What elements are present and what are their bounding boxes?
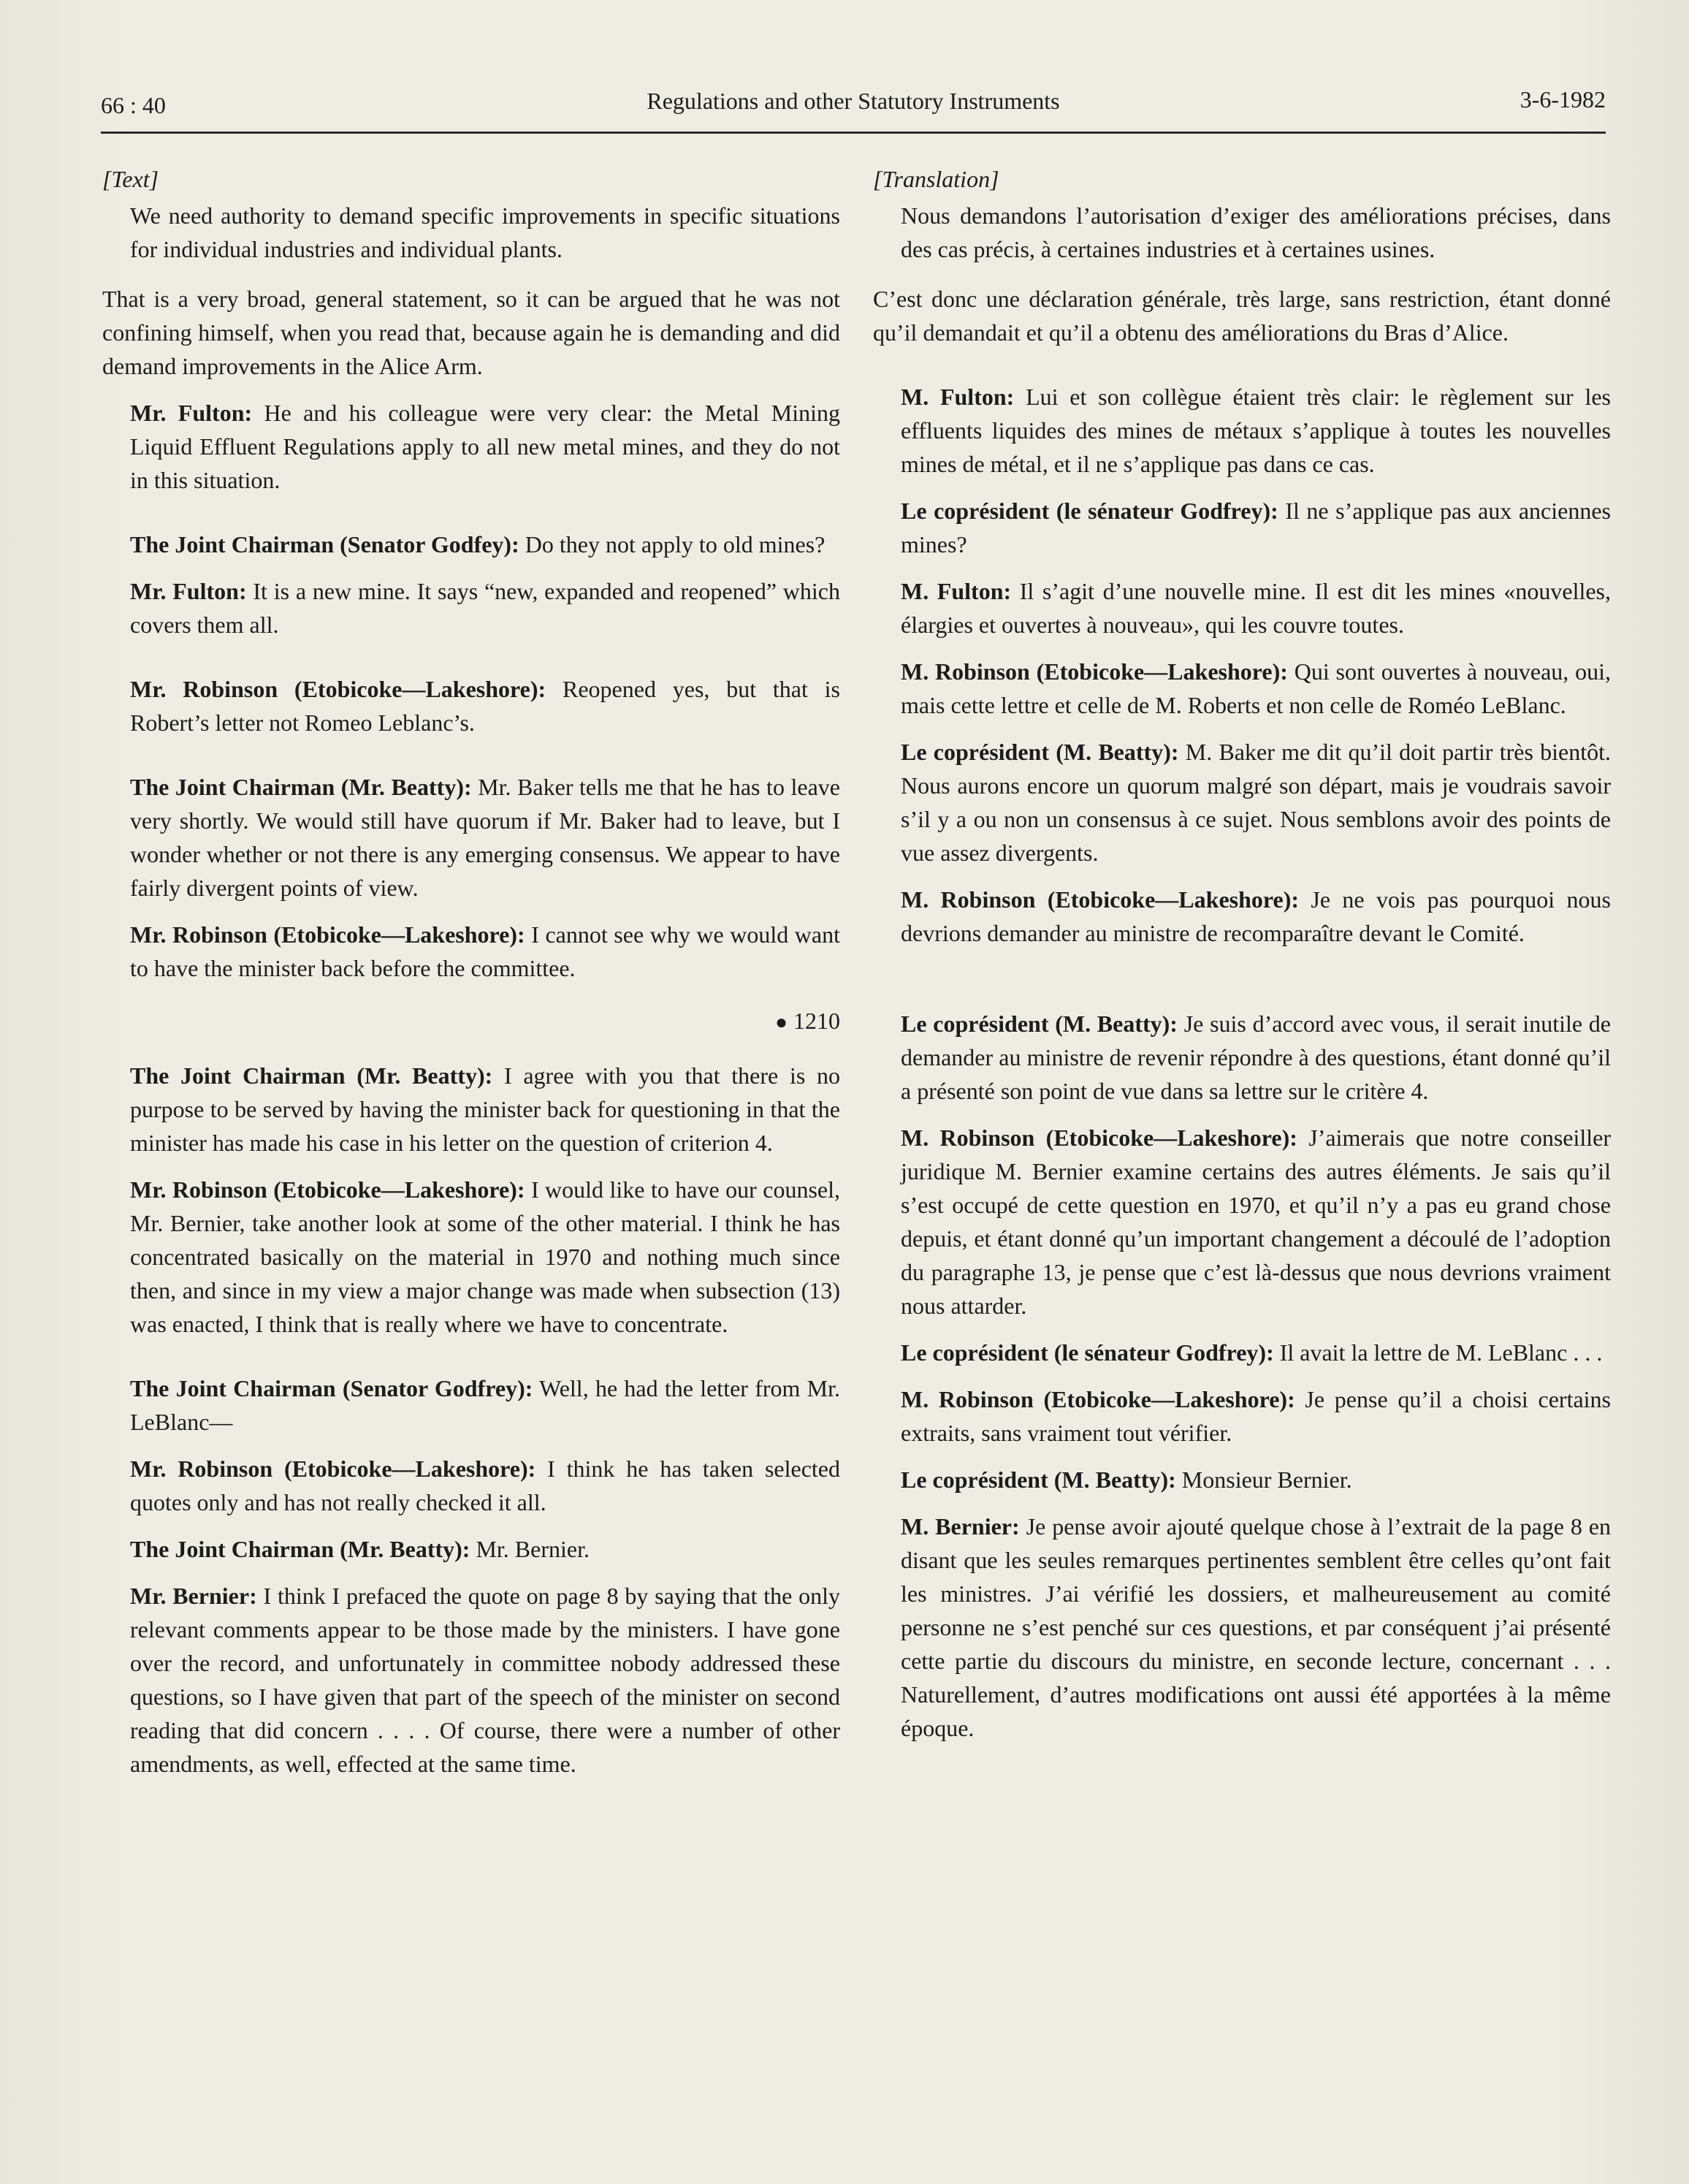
translation-label: [Translation] [873, 166, 999, 192]
speech-block [102, 770, 840, 905]
speaker-name: M. Robinson (Etobicoke—Lakeshore): [901, 1386, 1295, 1412]
speaker-name: Mr. Fulton: [130, 578, 247, 604]
speech-block [102, 1579, 840, 1781]
speech-text: Je pense avoir ajouté quelque chose à l’extrait de la page 8 en disant que les seules remarques pertinentes semblent être celles qu’ont fait les ministres. J’ai vérifié les dossiers, et malheureusement au comité personne ne s’est penché sur ces questions, et par conséquent j’ai présenté cette partie du discours du ministre, en seconde lecture, concernant . . . Naturellement, d’autres modifications ont aussi été apportées à la même époque. [901, 1513, 1612, 1741]
speaker-name: M. Robinson (Etobicoke—Lakeshore): [901, 886, 1300, 913]
speech-block [102, 672, 840, 739]
speech-block [102, 1452, 840, 1519]
speech-text: Reopened yes, but that is Robert’s letter not Romeo Leblanc’s. [130, 676, 840, 736]
speaker-name: The Joint Chairman (Mr. Beatty): [130, 774, 472, 800]
time-marker-value: 1210 [793, 1008, 840, 1034]
speech-block [102, 574, 840, 642]
speech-block [102, 528, 840, 561]
speech-text: I think I prefaced the quote on page 8 by saying that the only relevant comments appear to be those made by the ministers. I have gone over the record, and unfortunately in committee nobody addressed these questions, so I have given that part of the speech of the minister on second reading that did concern . . . . Of course, there were a number of other amendments, as well, effected at the same time. [130, 1583, 841, 1777]
speaker-name: The Joint Chairman (Mr. Beatty): [130, 1536, 470, 1562]
speech-text: I cannot see why we would want to have the minister back before the committee. [130, 921, 841, 981]
speech-text: Mr. Bernier. [470, 1536, 590, 1562]
english-column [102, 162, 840, 1794]
text-label-word: Text [111, 166, 150, 192]
speech-text: I agree with you that there is no purpose to be served by having the minister back for questioning in that the minister has made his case in his letter on the question of criterion 4. [130, 1062, 841, 1156]
speech-text: Je suis d’accord avec vous, il serait inutile de demander au ministre de revenir répondre à des questions, étant donné qu’il a présenté son point de vue dans sa lettre sur le critère 4. [901, 1011, 1612, 1104]
text-label: [Text] [102, 166, 159, 192]
speech-text: Qui sont ouvertes à nouveau, oui, mais cette lettre et celle de M. Roberts et non celle de Roméo LeBlanc. [901, 658, 1612, 718]
speech-text: Je ne vois pas pourquoi nous devrions demander au ministre de recomparaître devant le Comité. [901, 886, 1611, 946]
time-marker [102, 1004, 840, 1040]
paragraph: That is a very broad, general statement, so it can be argued that he was not confining himself, when you read that, because again he is demanding and did demand improvements in the Alice Arm. [102, 286, 840, 379]
speaker-name: Le coprésident (M. Beatty): [901, 1011, 1178, 1037]
speech-text: It is a new mine. It says “new, expanded and reopened” which covers them all. [130, 578, 841, 638]
speaker-name: M. Fulton: [901, 578, 1012, 604]
speech-block [873, 1007, 1611, 1108]
speech-text: Lui et son collègue étaient très clair: le règlement sur les effluents liquides des mines de métaux s’applique à toutes les nouvelles mines de métal, et il ne s’applique pas dans ce cas. [901, 384, 1612, 477]
speaker-name: M. Robinson (Etobicoke—Lakeshore): [901, 1125, 1297, 1151]
speaker-name: Le coprésident (M. Beatty): [901, 739, 1179, 765]
speaker-name: M. Bernier: [901, 1513, 1020, 1540]
speaker-name: Mr. Fulton: [130, 400, 253, 426]
publication-title: Regulations and other Statutory Instruments [647, 88, 1060, 114]
speaker-name: Le coprésident (M. Beatty): [901, 1466, 1176, 1493]
speaker-name: Mr. Bernier: [130, 1583, 257, 1609]
speaker-name: The Joint Chairman (Senator Godfey): [130, 531, 519, 558]
speech-text: Well, he had the letter from Mr. LeBlanc— [130, 1375, 841, 1435]
speech-block [102, 396, 840, 497]
speech-block [873, 1121, 1611, 1323]
speech-block [102, 918, 840, 985]
speech-block [873, 494, 1611, 561]
paragraph: C’est donc une déclaration générale, très large, sans restriction, étant donné qu’il demandait et qu’il a obtenu des améliorations du Bras d’Alice. [873, 286, 1611, 346]
speech-block [873, 380, 1611, 481]
speech-text: Je pense qu’il a choisi certains extraits, sans vraiment tout vérifier. [901, 1386, 1612, 1446]
speaker-name: M. Fulton: [901, 384, 1015, 410]
quoted-statement: We need authority to demand specific improvements in specific situations for individual industries and individual plants. [130, 202, 840, 262]
speech-text: M. Baker me dit qu’il doit partir très bientôt. Nous aurons encore un quorum malgré son départ, mais je voudrais savoir s’il y a ou non un consensus à ce sujet. Nous semblons avoir des points de vue assez divergents. [901, 739, 1612, 866]
speaker-name: Mr. Robinson (Etobicoke—Lakeshore): [130, 1176, 525, 1203]
speech-text: Il avait la lettre de M. LeBlanc . . . [1273, 1339, 1603, 1366]
speech-block [873, 1382, 1611, 1450]
speech-text: Do they not apply to old mines? [519, 531, 826, 558]
french-column [873, 162, 1611, 1758]
speaker-name: The Joint Chairman (Mr. Beatty): [130, 1062, 493, 1089]
translation-label-word: Translation [882, 166, 991, 192]
page-reference: 66 : 40 [101, 92, 166, 118]
speech-text: I think he has taken selected quotes only and has not really checked it all. [130, 1456, 841, 1515]
speech-block [102, 1532, 840, 1566]
speaker-name: M. Robinson (Etobicoke—Lakeshore): [901, 658, 1288, 685]
speech-text: Il s’agit d’une nouvelle mine. Il est dit les mines «nouvelles, élargies et ouvertes à nouveau», qui les couvre toutes. [901, 578, 1612, 638]
speech-text: He and his colleague were very clear: the Metal Mining Liquid Effluent Regulations apply to all new metal mines, and they do not in this situation. [130, 400, 841, 493]
speech-block [873, 1463, 1611, 1496]
speech-block [873, 1510, 1611, 1745]
running-header [101, 86, 1606, 134]
speech-block [873, 655, 1611, 722]
speech-block [102, 1173, 840, 1341]
header-date: 3-6-1982 [1520, 86, 1606, 113]
speech-block [102, 1059, 840, 1160]
speech-block [873, 574, 1611, 642]
speech-text: Mr. Baker tells me that he has to leave very shortly. We would still have quorum if Mr. Baker had to leave, but I wonder whether or not there is any emerging consensus. We appear to have fairly divergent points of view. [130, 774, 841, 901]
quoted-statement: Nous demandons l’autorisation d’exiger des améliorations précises, dans des cas précis, à certaines industries et à certaines usines. [901, 202, 1611, 262]
speech-text: Il ne s’applique pas aux anciennes mines? [901, 498, 1612, 558]
speech-text: J’aimerais que notre conseiller juridique M. Bernier examine certains des autres éléments. Je sais qu’il s’est occupé de cette question en 1970, et qu’il n’y a pas eu grand chose depuis, et étant donné qu’un important changement a découlé de l’adoption du paragraphe 13, je pense que c’est là-dessus que nous devrions vraiment nous attarder. [901, 1125, 1611, 1319]
speech-text: I would like to have our counsel, Mr. Bernier, take another look at some of the other material. I think he has concentrated basically on the material in 1970 and nothing much since then, and since in my view a major change was made when subsection (13) was enacted, I think that is really where we have to concentrate. [130, 1176, 841, 1337]
speaker-name: Mr. Robinson (Etobicoke—Lakeshore): [130, 921, 525, 948]
speech-text: Monsieur Bernier. [1175, 1466, 1352, 1493]
speaker-name: Mr. Robinson (Etobicoke—Lakeshore): [130, 676, 546, 702]
speaker-name: Le coprésident (le sénateur Godfrey): [901, 1339, 1274, 1366]
speaker-name: Le coprésident (le sénateur Godfrey): [901, 498, 1278, 524]
bullet-icon: ● [775, 1011, 788, 1034]
speaker-name: Mr. Robinson (Etobicoke—Lakeshore): [130, 1456, 536, 1482]
speech-block [873, 735, 1611, 870]
speech-block [873, 1336, 1611, 1369]
speech-block [102, 1371, 840, 1439]
speech-block [873, 883, 1611, 950]
speaker-name: The Joint Chairman (Senator Godfrey): [130, 1375, 533, 1401]
